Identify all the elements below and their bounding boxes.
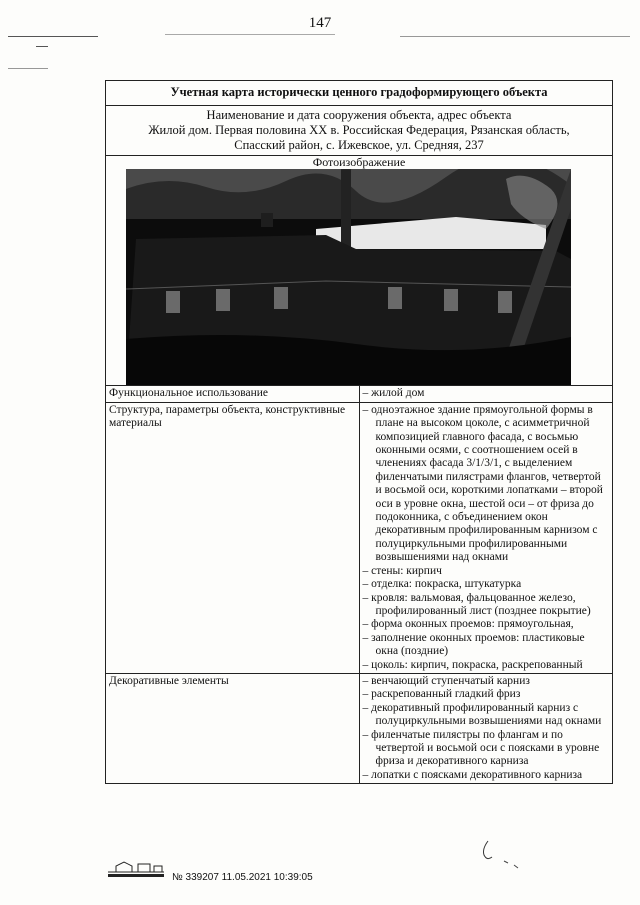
- object-name-line-2: Спасский район, с. Ижевское, ул. Средняя, 237: [234, 138, 484, 153]
- registration-card: [105, 80, 613, 784]
- structure-item: – одноэтажное здание прямоугольной формы в плане на высоком цоколе, с асимметричной композицией главного фасада, с восьмью оконными осями, с соотношением осей в членениях фасада 3/1/3/1, с выделением филенчатыми пилястрами флангов, четвертой и восьмой оси, короткими лопатками – второй оси в уровне окна, шестой оси – от фриза до подоконника, с объединением окон декоративным профилированным карнизом с полуциркульными профилированными возвышениями над окнами: [362, 403, 603, 564]
- structure-item: – стены: кирпич: [362, 564, 442, 577]
- decor-item: – лопатки с поясками декоративного карниза: [362, 768, 583, 781]
- photo-caption: Фотоизображение: [312, 155, 406, 170]
- row-label-structure: Структура, параметры объекта, конструктивные материалы: [106, 402, 360, 673]
- photo-section: [106, 156, 613, 386]
- row-value-function: [359, 386, 613, 402]
- archive-stamp-logo: [106, 858, 166, 885]
- structure-item: – цоколь: кирпич, покраска, раскрепованный: [362, 658, 583, 671]
- function-item: – жилой дом: [362, 387, 425, 400]
- building-photo: [126, 169, 571, 385]
- object-name-heading: Наименование и дата сооружения объекта, адрес объекта: [206, 108, 512, 123]
- page-number: 147: [308, 15, 332, 31]
- structure-item: – форма оконных проемов: прямоугольная,: [362, 618, 574, 631]
- card-title: Учетная карта исторически ценного градоформирующего объекта: [106, 81, 613, 106]
- decor-item: – декоративный профилированный карниз с полуциркульными возвышениями над окнами: [362, 701, 602, 728]
- object-name-section: [106, 106, 613, 156]
- structure-item: – кровля: вальмовая, фальцованное железо, профилированный лист (позднее покрытие): [362, 591, 591, 617]
- structure-item: – отделка: покраска, штукатурка: [362, 578, 522, 591]
- decor-item: – венчающий ступенчатый карниз: [362, 674, 530, 687]
- row-value-decor: [359, 673, 613, 783]
- row-value-structure: [359, 402, 613, 673]
- structure-item: – заполнение оконных проемов: пластиковые окна (поздние): [362, 631, 585, 658]
- document-registration-stamp: № 339207 11.05.2021 10:39:05: [172, 872, 313, 883]
- row-label-decor: Декоративные элементы: [106, 673, 360, 783]
- handwritten-mark: [478, 835, 528, 880]
- object-name-line-1: Жилой дом. Первая половина XX в. Российская Федерация, Рязанская область,: [148, 123, 570, 138]
- decor-item: – раскрепованный гладкий фриз: [362, 688, 521, 701]
- decor-item: – филенчатые пилястры по флангам и по четвертой и восьмой оси с поясками в уровне фриза и декоративного карниза: [362, 728, 600, 768]
- row-label-function: Функциональное использование: [106, 386, 360, 402]
